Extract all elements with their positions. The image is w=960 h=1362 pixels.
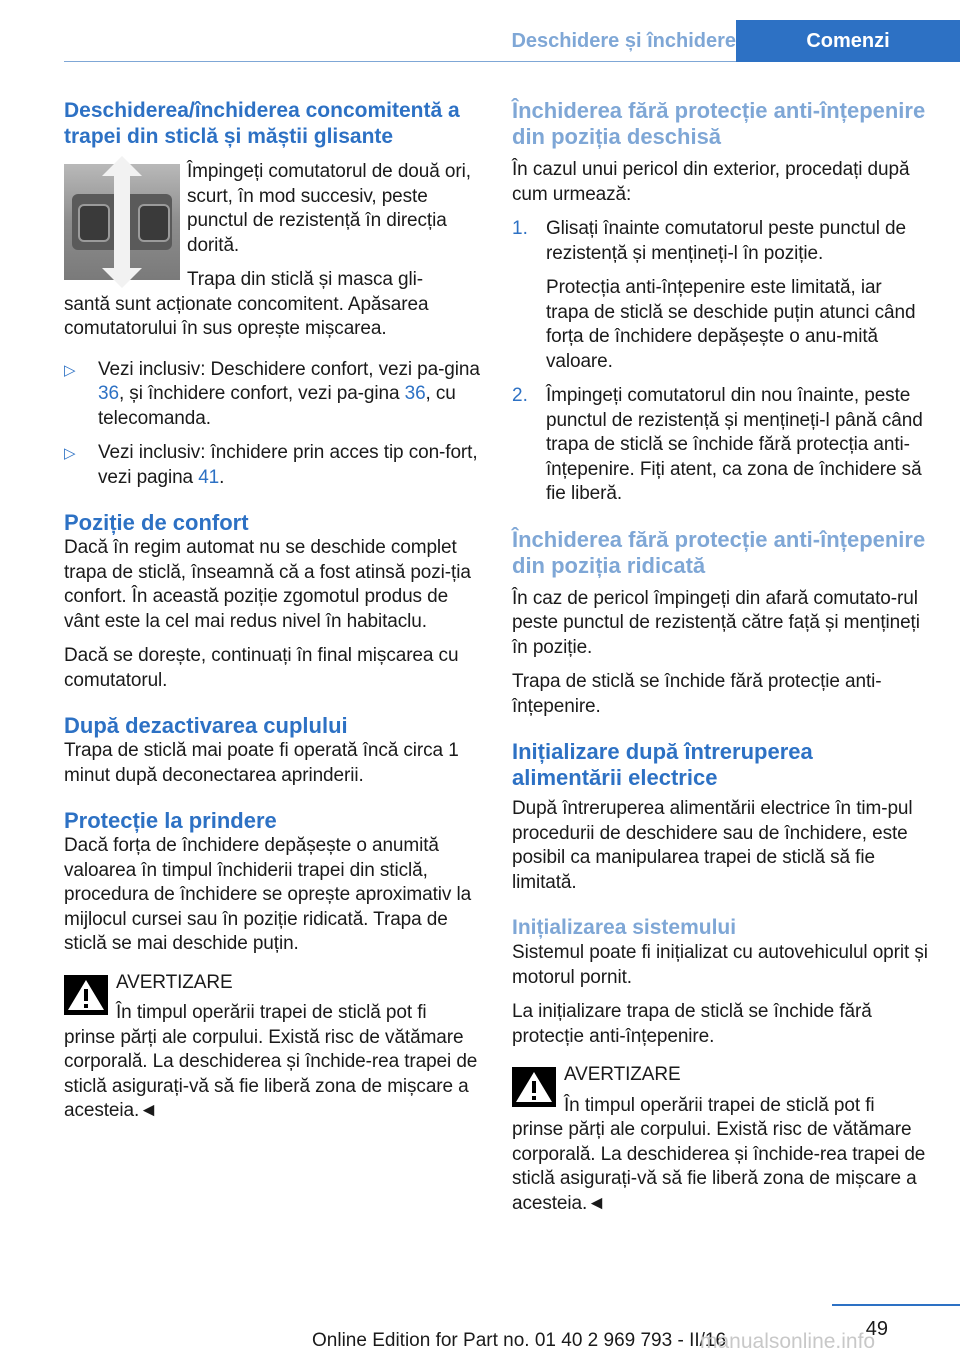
header-section-title: Deschidere și închidere: [511, 30, 736, 52]
after-paragraph: Trapa de sticlă mai poate fi operată încă circa 1 minut după deconectarea aprinderii.: [64, 740, 459, 786]
close-open-intro: În cazul unui pericol din exterior, procedați după cum urmează:: [512, 159, 910, 205]
header-chapter-label: Comenzi: [806, 30, 890, 52]
bullet-text: Vezi inclusiv: Deschidere confort, vezi pa-gina 36, și închidere confort, vezi pa-gina 36, cu telecomanda.: [98, 358, 480, 429]
right-column: [512, 98, 928, 1216]
close-raised-paragraph-2: Trapa de sticlă se închide fără protecție anti-înțepenire.: [512, 671, 882, 717]
warning-title: AVERTIZARE: [116, 971, 233, 993]
warning-text-first: În timpul operării trapei de sticlă pot fi: [116, 1002, 427, 1023]
heading-pinch-protection: Protecție la prindere: [64, 808, 277, 833]
warning-block: [64, 971, 480, 1124]
bullet-text: Vezi inclusiv: închidere prin acces tip con-fort, vezi pagina 41.: [98, 442, 478, 488]
intro2-rest: santă sunt acționate concomitent. Apăsarea comutatorului în sus oprește mișcarea.: [64, 293, 429, 339]
warning-title: AVERTIZARE: [564, 1064, 681, 1085]
switch-button-left: [78, 204, 110, 242]
heading-close-from-open: Închiderea fără protecție anti-înțepenire din poziția deschisă: [512, 98, 926, 149]
watermark: manualsonline.info: [700, 1330, 876, 1353]
bullet-triangle-icon: ▷: [64, 445, 76, 462]
init-system-paragraph-2: La inițializare trapa de sticlă se închide fără protecție anti-înțepenire.: [512, 1001, 872, 1047]
comfort-paragraph-1: Dacă în regim automat nu se deschide complet trapa de sticlă, înseamnă că a fost atinsă pozi-ția confort. În această poziție zgomotul produs de vânt este la cel mai redus nivel în habitaclu.: [64, 537, 471, 632]
warning-text-first: În timpul operării trapei de sticlă pot fi: [564, 1094, 875, 1116]
warning-icon: [64, 975, 108, 1015]
intro-paragraph: Împingeți comutatorul de două ori, scurt, în mod succesiv, peste punctul de rezistență în direcția dorită.: [187, 161, 471, 256]
double-arrow-icon: [114, 170, 130, 274]
step-text: Glisați înainte comutatorul peste punctul de rezistență și mențineți-l în poziție.: [546, 218, 906, 264]
header-rule: [64, 61, 736, 62]
heading-after-ignition-off: După dezactivarea cuplului: [64, 713, 348, 738]
heading-system-initialization: Inițializarea sistemului: [512, 916, 737, 939]
header-chapter-tab: [736, 20, 960, 62]
roof-switch-image: [64, 164, 180, 280]
step-number: 2.: [512, 385, 528, 406]
init-power-paragraph: După întreruperea alimentării electrice în tim-pul procedurii de deschidere sau de închidere, este posibil ca manipularea trapei de sticlă să fie limitată.: [512, 798, 913, 893]
page-link[interactable]: 36: [98, 383, 119, 404]
heading-comfort-position: Poziție de confort: [64, 510, 249, 535]
pinch-paragraph: Dacă forța de închidere depășește o anumită valoarea în timpul închiderii trapei din sticlă, procedura de închidere se oprește aproximativ la mijlocul cursei sau în poziție ridicată. Trapa de sticlă se mai deschide puțin.: [64, 835, 472, 954]
page-link[interactable]: 41: [198, 466, 220, 488]
list-item: [512, 217, 928, 374]
left-column: [64, 98, 480, 1124]
init-system-paragraph-1: Sistemul poate fi inițializat cu autovehiculul oprit și motorul pornit.: [512, 942, 928, 988]
page-header: [0, 0, 960, 62]
warning-icon: [512, 1067, 556, 1107]
step-text: Împingeți comutatorul din nou înainte, peste punctul de rezistență și mențineți-l până când trapa de sticlă se închide fără protecția anti-înțepenire. Fiți atent, ca zona de închidere să fie liberă.: [546, 385, 923, 504]
list-item: [512, 384, 928, 507]
comfort-paragraph-2: Dacă se dorește, continuați în final mișcarea cu comutatorul.: [64, 645, 459, 691]
heading-simultaneous-open-close: Deschiderea/închiderea concomitentă a trapei din sticlă și măștii glisante: [64, 99, 460, 148]
page-number: 49: [865, 1318, 888, 1340]
arrow-up-icon: [102, 156, 142, 176]
page-link[interactable]: 36: [404, 383, 426, 404]
step-number: 1.: [512, 218, 528, 239]
warning-text-rest: prinse părți ale corpului. Există risc de vătămare corporală. La deschiderea și închide-rea trapei de sticlă asigurați-vă să fie liberă zona de mișcare a acesteia.◄: [64, 1026, 478, 1121]
step-note: Protecția anti-înțepenire este limitată, iar trapa de sticlă se deschide puțin atunci când forța de închidere depășește o anu-mită valoare.: [546, 277, 916, 372]
bullet-triangle-icon: ▷: [64, 361, 76, 379]
heading-close-from-raised: Închiderea fără protecție anti-înțepenire din poziția ridicată: [512, 526, 926, 578]
warning-block: [512, 1063, 928, 1216]
switch-figure-block: [64, 158, 480, 342]
close-raised-paragraph-1: În caz de pericol împingeți din afară comutato-rul peste punctul de rezistență către față și mențineți în poziție.: [512, 587, 920, 658]
intro2-start: Trapa din sticlă și masca gli-: [187, 269, 423, 290]
list-item: [64, 358, 480, 432]
switch-button-right: [138, 204, 170, 242]
list-item: [64, 441, 480, 490]
arrow-down-icon: [102, 268, 142, 288]
warning-text-rest: prinse părți ale corpului. Există risc de vătămare corporală. La deschiderea și închide-rea trapei de sticlă asigurați-vă să fie liberă zona de mișcare a acesteia.◄: [512, 1119, 926, 1214]
heading-init-after-power-loss: Inițializare după întreruperea alimentării electrice: [512, 739, 813, 790]
edition-note: Online Edition for Part no. 01 40 2 969 793 - II/16: [312, 1330, 727, 1351]
footer-rule: [832, 1304, 960, 1306]
